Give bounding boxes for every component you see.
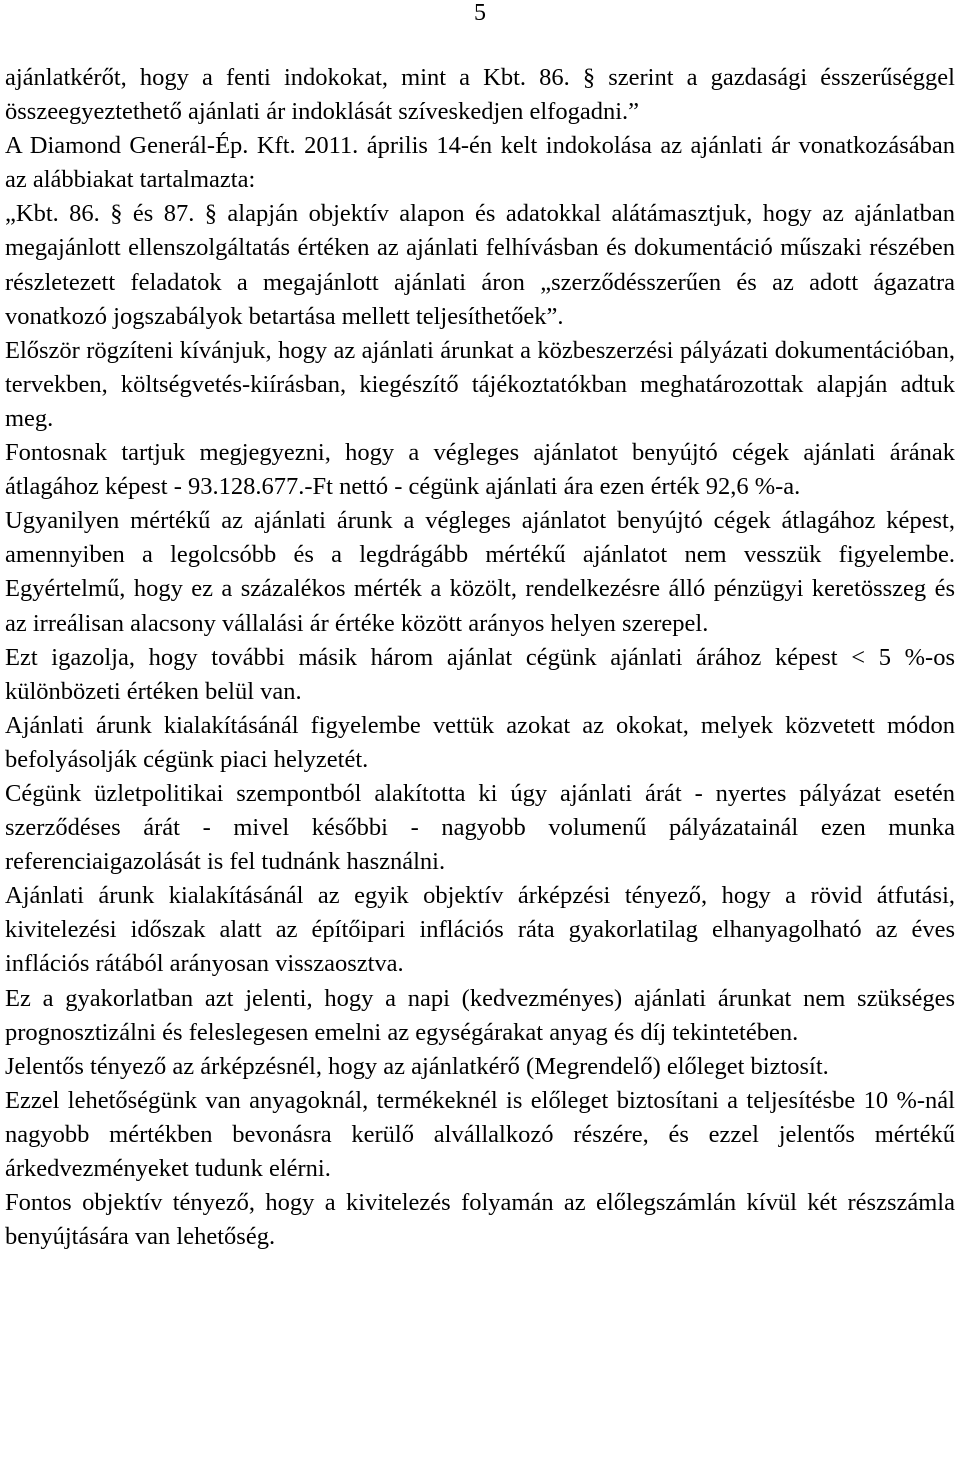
paragraph: A Diamond Generál-Ép. Kft. 2011. április 14-én kelt indokolása az ajánlati ár vonatkozásában az alábbiakat tartalmazta:: [5, 132, 955, 194]
paragraph: Ezzel lehetőségünk van anyagoknál, termékeknél is előleget biztosítani a teljesítésbe 10 %-nál nagyobb mértékben bevonásra kerülő alvállalkozó részére, és ezzel jelentős mértékű árkedvezményeket tudunk elérni.: [5, 1086, 955, 1182]
paragraph: Fontos objektív tényező, hogy a kivitelezés folyamán az előlegszámlán kívül két részszámla benyújtására van lehetőség.: [5, 1189, 955, 1251]
paragraph: Ajánlati árunk kialakításánál az egyik objektív árképzési tényező, hogy a rövid átfutási, kivitelezési időszak alatt az építőipari inflációs ráta gyakorlatilag elhanyagolható az éves inflációs rátából arányosan visszaosztva.: [5, 882, 955, 978]
paragraph: Ezt igazolja, hogy további másik három ajánlat cégünk ajánlati árához képest < 5 %-os különbözeti értéken belül van.: [5, 643, 955, 705]
paragraph: Cégünk üzletpolitikai szempontból alakította ki úgy ajánlati árát - nyertes pályázat esetén szerződéses árát - mivel későbbi - nagyobb volumenű pályázatainál ezen munka referenciaigazolását is fel tudnánk használni.: [5, 779, 955, 876]
document-body: [5, 61, 955, 1254]
paragraph: Fontosnak tartjuk megjegyezni, hogy a végleges ajánlatot benyújtó cégek ajánlati árának átlagához képest - 93.128.677.-Ft nettó - cégünk ajánlati ára ezen érték 92,6 %-a.: [5, 439, 955, 501]
paragraph: „Kbt. 86. § és 87. § alapján objektív alapon és adatokkal alátámasztjuk, hogy az ajánlatban megajánlott ellenszolgáltatás értéken az ajánlati felhívásban és dokumentáció műszaki részében részletezett feladatok a megajánlott ajánlati áron „szerződésszerűen és az adott ágazatra vonatkozó jogszabályok betartása mellett teljesíthetőek”.: [5, 200, 955, 330]
page-number: 5: [474, 0, 486, 26]
paragraph: ajánlatkérőt, hogy a fenti indokokat, mint a Kbt. 86. § szerint a gazdasági ésszerűséggel összeegyeztethető ajánlati ár indoklását szíveskedjen elfogadni.”: [5, 64, 955, 126]
paragraph: Ajánlati árunk kialakításánál figyelembe vettük azokat az okokat, melyek közvetett módon befolyásolják cégünk piaci helyzetét.: [5, 711, 955, 773]
paragraph: Jelentős tényező az árképzésnél, hogy az ajánlatkérő (Megrendelő) előleget biztosít.: [5, 1052, 829, 1080]
paragraph: Ez a gyakorlatban azt jelenti, hogy a napi (kedvezményes) ajánlati árunkat nem szükséges prognosztizálni és feleslegesen emelni az egységárakat anyag és díj tekintetében.: [5, 984, 955, 1046]
paragraph: Ugyanilyen mértékű az ajánlati árunk a végleges ajánlatot benyújtó cégek átlagához képest, amennyiben a legolcsóbb és a legdrágább mértékű ajánlatot nem vesszük figyelembe. Egyértelmű, hogy ez a százalékos mérték a közölt, rendelkezésre álló pénzügyi keretösszeg és az irreálisan alacsony vállalási ár értéke között arányos helyen szerepel.: [5, 507, 955, 637]
paragraph: Először rögzíteni kívánjuk, hogy az ajánlati árunkat a közbeszerzési pályázati dokumentációban, tervekben, költségvetés-kiírásban, kiegészítő tájékoztatókban meghatározottak alapján adtuk meg.: [5, 336, 955, 432]
